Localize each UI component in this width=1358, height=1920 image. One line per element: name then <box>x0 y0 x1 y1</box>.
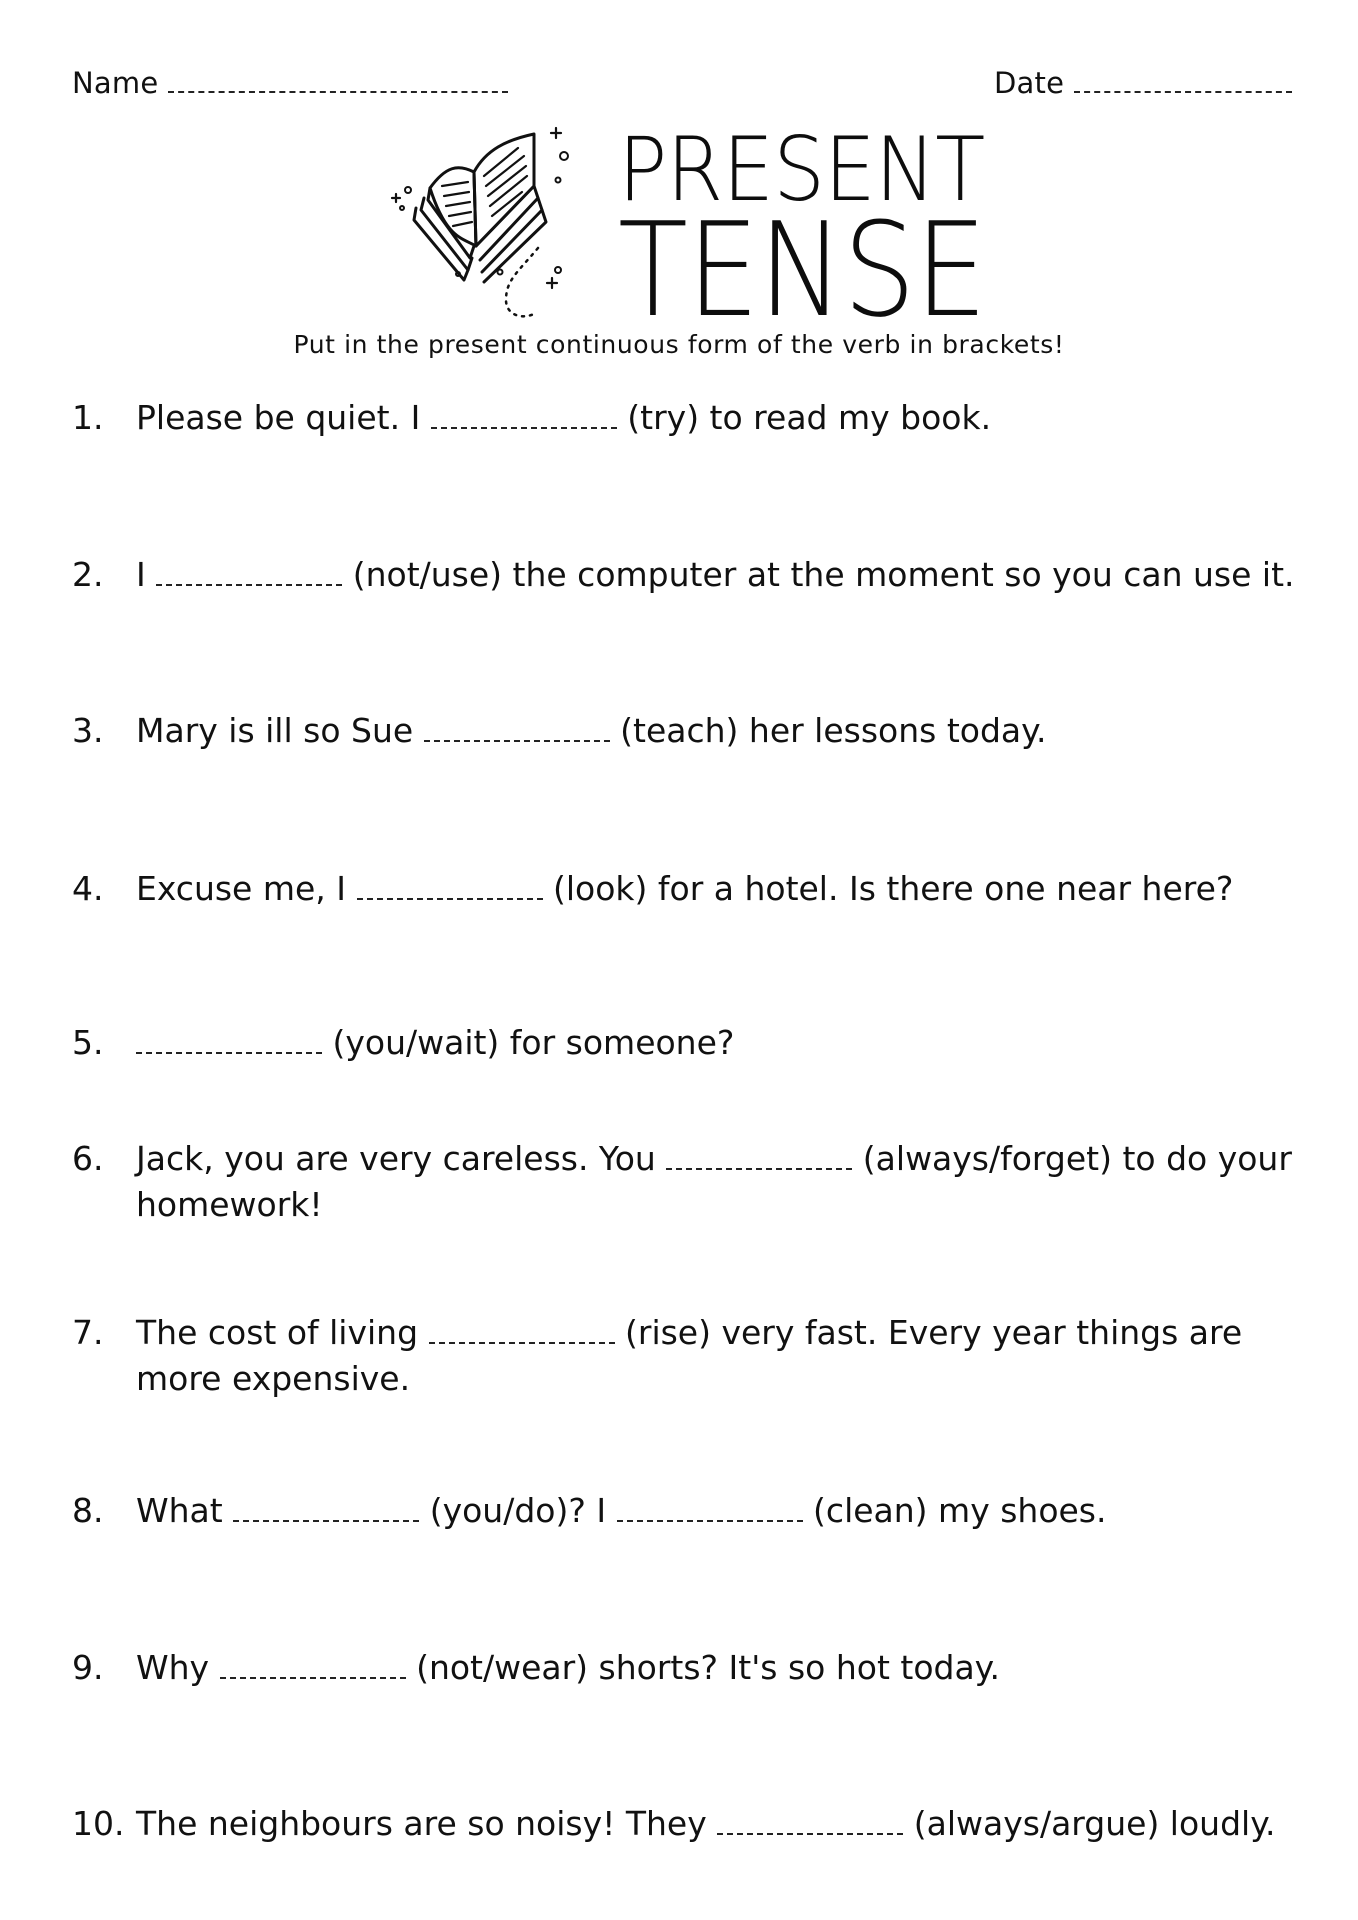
name-label: Name <box>72 66 159 100</box>
instructions: Put in the present continuous form of the verb in brackets! <box>293 330 1065 359</box>
open-book-icon <box>388 122 588 322</box>
question-number: 9. <box>72 1648 104 1687</box>
question-number: 5. <box>72 1023 104 1062</box>
question-number: 10. <box>72 1804 125 1843</box>
question-number: 4. <box>72 869 104 908</box>
answer-blank[interactable] <box>717 1809 903 1835</box>
answer-blank[interactable] <box>357 874 543 900</box>
answer-blank[interactable] <box>424 716 610 742</box>
question-item <box>72 395 1302 441</box>
question-item <box>72 866 1302 912</box>
question-item <box>72 552 1302 598</box>
name-field[interactable] <box>72 66 508 100</box>
question-text: Mary is ill so Sue (teach) her lessons today. <box>136 711 1047 750</box>
answer-blank[interactable] <box>429 1318 615 1344</box>
question-text: Please be quiet. I (try) to read my book. <box>136 398 992 437</box>
question-item <box>72 1645 1302 1691</box>
title-tense: TENSE <box>618 194 987 346</box>
question-number: 3. <box>72 711 104 750</box>
question-item <box>72 1488 1302 1534</box>
question-number: 7. <box>72 1313 104 1352</box>
question-text: (you/wait) for someone? <box>136 1020 1302 1066</box>
question-number: 8. <box>72 1491 104 1530</box>
answer-blank[interactable] <box>233 1496 419 1522</box>
answer-blank[interactable] <box>431 403 617 429</box>
question-text: The neighbours are so noisy! They (always/argue) loudly. <box>136 1804 1276 1843</box>
question-number: 6. <box>72 1139 104 1178</box>
question-text: Excuse me, I (look) for a hotel. Is there one near here? <box>136 869 1234 908</box>
answer-blank[interactable] <box>666 1144 852 1170</box>
name-blank-line[interactable] <box>168 69 508 93</box>
answer-blank[interactable] <box>156 560 342 586</box>
answer-blank[interactable] <box>617 1496 803 1522</box>
date-blank-line[interactable] <box>1074 69 1292 93</box>
question-text: Why (not/wear) shorts? It's so hot today. <box>136 1648 1000 1687</box>
date-label: Date <box>994 66 1065 100</box>
question-item <box>72 1020 1302 1066</box>
title-present: PRESENT <box>618 118 985 221</box>
question-text: What (you/do)? I (clean) my shoes. <box>136 1491 1107 1530</box>
question-item <box>72 1310 1302 1402</box>
question-text: I (not/use) the computer at the moment so you can use it. <box>136 555 1295 594</box>
question-number: 2. <box>72 555 104 594</box>
answer-blank[interactable] <box>220 1653 406 1679</box>
question-text: The cost of living (rise) very fast. Every year things are more expensive. <box>136 1313 1243 1398</box>
question-text: Jack, you are very careless. You (always/forget) to do your homework! <box>136 1139 1292 1224</box>
question-item <box>72 1801 1302 1847</box>
answer-blank[interactable] <box>136 1028 322 1054</box>
question-item <box>72 708 1302 754</box>
question-item <box>72 1136 1302 1228</box>
question-number: 1. <box>72 398 104 437</box>
date-field[interactable] <box>994 66 1292 100</box>
